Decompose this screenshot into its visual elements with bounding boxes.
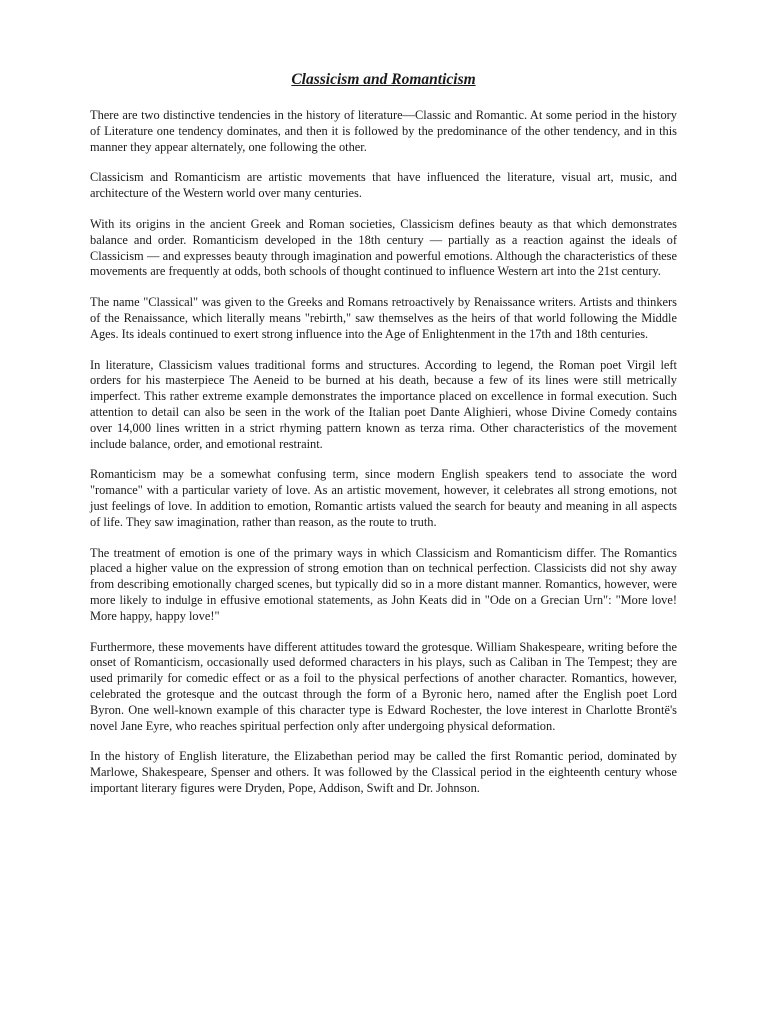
page-title: Classicism and Romanticism xyxy=(291,71,476,88)
paragraph-8: Furthermore, these movements have different attitudes toward the grotesque. William Shakespeare, writing before the onset of Romanticism, occasionally used deformed characters in his plays, such as Caliban in The Tempest; they are used primarily for comedic effect or as a foil to the physical perfections of another character. Romantics, however, celebrated the grotesque and the outcast through the form of a Byronic hero, named after the English poet Lord Byron. One well-known example of this character type is Edward Rochester, the love interest in Charlotte Brontë's novel Jane Eyre, who reaches spiritual perfection only after undergoing physical deformation. xyxy=(90,639,677,733)
paragraph-7: The treatment of emotion is one of the primary ways in which Classicism and Romanticism differ. The Romantics placed a higher value on the expression of strong emotion than on technical perfection. Classicists did not shy away from describing emotionally charged scenes, but typically did so in a more distant manner. Romantics, however, were more likely to indulge in effusive emotional statements, as John Keats did in "Ode on a Grecian Urn": "More love! More happy, happy love!" xyxy=(90,545,677,623)
paragraph-9: In the history of English literature, the Elizabethan period may be called the first Romantic period, dominated by Marlowe, Shakespeare, Spenser and others. It was followed by the Classical period in the eighteenth century whose important literary figures were Dryden, Pope, Addison, Swift and Dr. Johnson. xyxy=(90,749,677,795)
paragraph-2: Classicism and Romanticism are artistic movements that have influenced the literature, visual art, music, and architecture of the Western world over many centuries. xyxy=(90,170,677,201)
paragraph-3: With its origins in the ancient Greek and Roman societies, Classicism defines beauty as that which demonstrates balance and order. Romanticism developed in the 18th century — partially as a reaction against the ideals of Classicism — and expresses beauty through imagination and powerful emotions. Although the characteristics of these movements are frequently at odds, both schools of thought continued to influence Western art into the 21st century. xyxy=(90,216,677,279)
document-page xyxy=(90,70,677,812)
paragraph-5: In literature, Classicism values traditional forms and structures. According to legend, the Roman poet Virgil left orders for his masterpiece The Aeneid to be burned at his death, because a few of its lines were still metrically imperfect. This rather extreme example demonstrates the importance placed on excellence in formal execution. Such attention to detail can also be seen in the work of the Italian poet Dante Alighieri, whose Divine Comedy contains over 14,000 lines written in a strict rhyming pattern known as terza rima. Other characteristics of the movement include balance, order, and emotional restraint. xyxy=(90,357,677,451)
paragraph-4: The name "Classical" was given to the Greeks and Romans retroactively by Renaissance writers. Artists and thinkers of the Renaissance, which literally means "rebirth," saw themselves as the heirs of that world following the Middle Ages. Its ideals continued to exert strong influence into the Age of Enlightenment in the 17th and 18th centuries. xyxy=(90,295,677,341)
paragraph-6: Romanticism may be a somewhat confusing term, since modern English speakers tend to associate the word "romance" with a particular variety of love. As an artistic movement, however, it celebrates all strong emotions, not just feelings of love. In addition to emotion, Romantic artists valued the search for beauty and meaning in all aspects of life. They saw imagination, rather than reason, as the route to truth. xyxy=(90,467,677,529)
paragraph-1: There are two distinctive tendencies in the history of literature—Classic and Romantic. At some period in the history of Literature one tendency dominates, and then it is followed by the predominance of the other tendency, and in this manner they appear alternately, one following the other. xyxy=(90,108,677,154)
